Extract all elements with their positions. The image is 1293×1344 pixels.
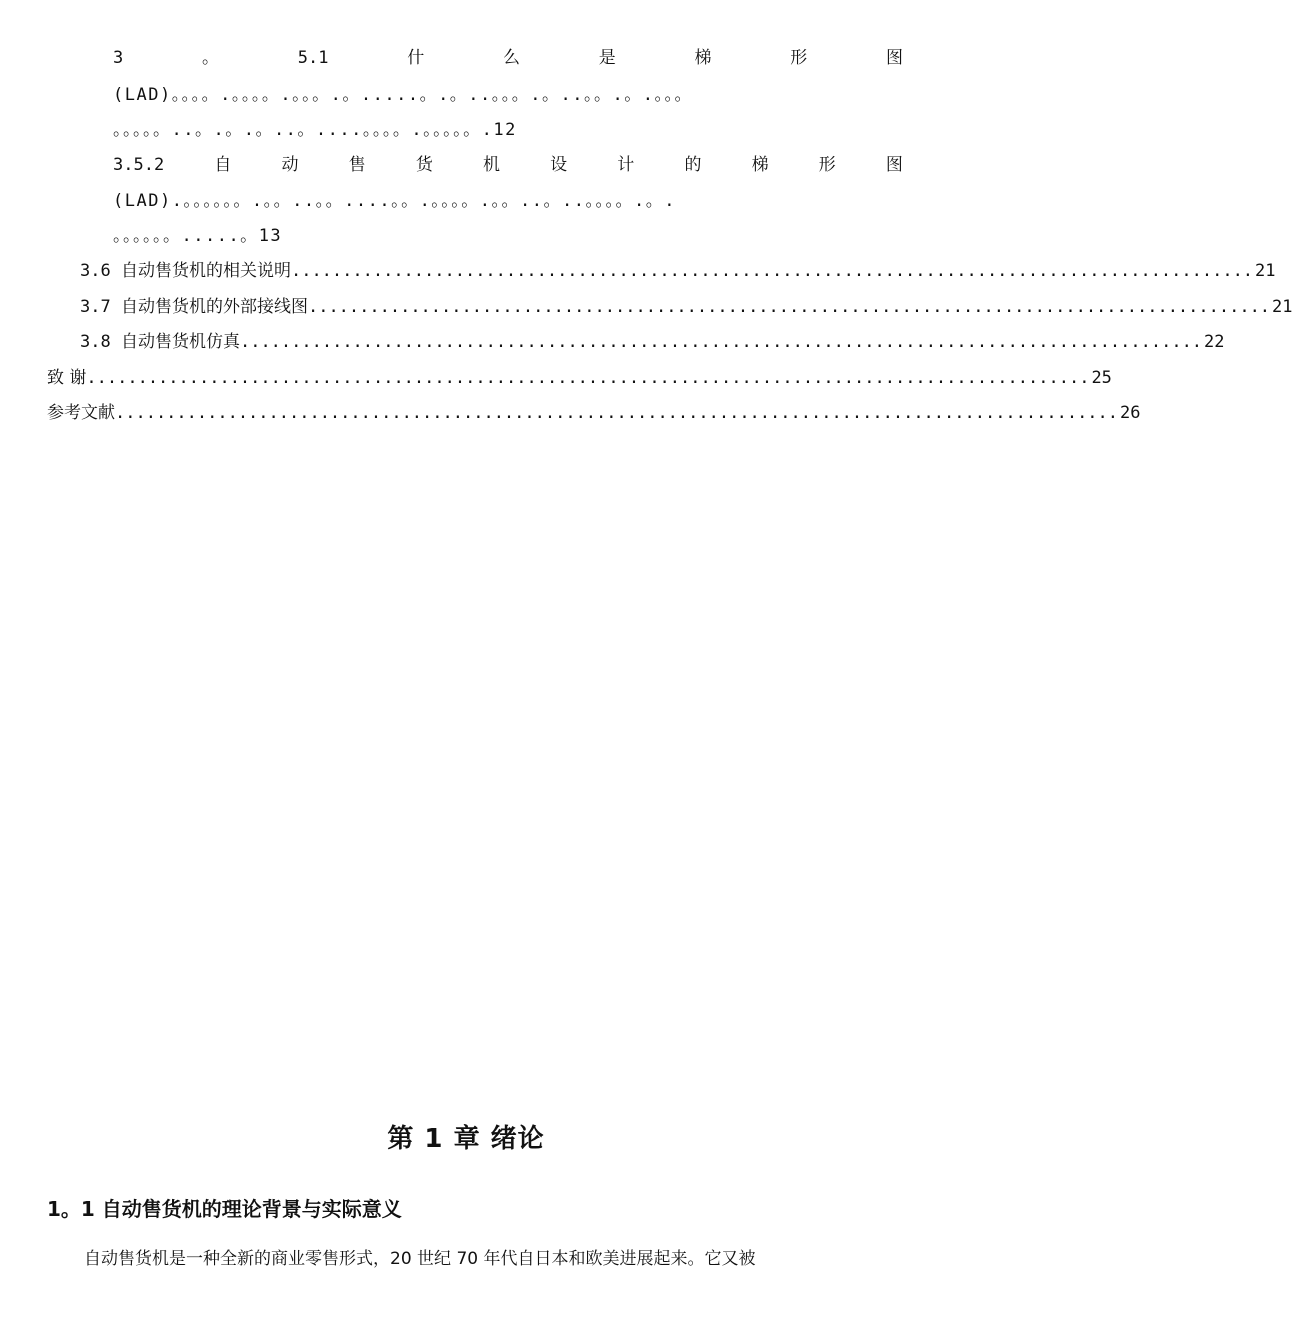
toc-page-number: 26 <box>1120 403 1141 423</box>
toc-leader-dots: .................................................................................................. <box>115 403 1119 423</box>
toc-entry-3-8[interactable] <box>80 332 1225 352</box>
toc-item-352-line1[interactable] <box>113 157 903 174</box>
toc-leader-dots: .................................................................................................. <box>86 368 1090 388</box>
toc-page-number: 12 <box>493 120 517 140</box>
toc-entry-title: 自动售货机仿真 <box>120 332 240 352</box>
toc-token: 5.1 <box>297 48 329 68</box>
toc-token: 货 <box>415 155 433 175</box>
toc-token: 是 <box>598 48 616 68</box>
toc-entry-acknowledgement[interactable] <box>47 368 1112 388</box>
toc-token: 设 <box>550 155 568 175</box>
toc-page-number: 22 <box>1204 332 1225 352</box>
toc-item-351-line3[interactable] <box>113 122 903 139</box>
toc-page-number: 25 <box>1091 368 1112 388</box>
toc-token: 售 <box>348 155 366 175</box>
toc-leader-dots: 。。。。。..。.。.。..。....。。。。.。。。。。. <box>113 120 494 140</box>
toc-token: 3.5.2 <box>113 155 165 175</box>
toc-token: 的 <box>684 155 702 175</box>
toc-entry-number: 3.7 <box>80 297 111 317</box>
toc-entry-3-6[interactable] <box>80 261 1276 281</box>
toc-entry-references[interactable] <box>47 403 1141 423</box>
toc-token: 梯 <box>694 48 712 68</box>
toc-entry-3-7[interactable] <box>80 297 1293 317</box>
toc-entry-number: 3.6 <box>80 261 111 281</box>
toc-entry-title: 自动售货机的外部接线图 <box>120 297 308 317</box>
toc-token: 梯 <box>751 155 769 175</box>
toc-item-351-line2[interactable] <box>113 87 903 104</box>
chapter-title: 第 1 章 绪论 <box>387 1124 545 1154</box>
toc-leader-dots: .............................................................................................. <box>307 297 1271 317</box>
toc-entry-title: 自动售货机的相关说明 <box>120 261 291 281</box>
toc-token: 图 <box>885 155 903 175</box>
toc-token: 3 <box>113 48 124 68</box>
body-paragraph: 自动售货机是一种全新的商业零售形式，20 世纪 70 年代自日本和欧美进展起来。它又被 <box>84 1249 756 1269</box>
toc-token: 动 <box>281 155 299 175</box>
toc-token: 么 <box>502 48 520 68</box>
toc-token: 自 <box>214 155 232 175</box>
toc-token: 。 <box>202 48 219 68</box>
toc-token: 形 <box>790 48 808 68</box>
toc-token: 什 <box>407 48 425 68</box>
toc-token: 机 <box>482 155 500 175</box>
toc-entry-number: 3.8 <box>80 332 111 352</box>
toc-lad-prefix: (LAD) <box>113 191 172 211</box>
toc-entry-title: 致 谢 <box>47 368 87 388</box>
toc-leader-dots: 。。。。。。.....。 <box>113 226 259 246</box>
section-title: 1。1 自动售货机的理论背景与实际意义 <box>47 1197 402 1221</box>
toc-item-352-line2[interactable] <box>113 193 903 210</box>
toc-item-351-line1[interactable] <box>113 50 903 67</box>
toc-leader-dots: .............................................................................................. <box>239 332 1203 352</box>
toc-leader-dots: .。。。。。。.。。..。。....。。.。。。。.。。..。..。。。。.。. <box>171 191 676 211</box>
toc-token: 形 <box>818 155 836 175</box>
toc-token: 图 <box>885 48 903 68</box>
toc-entry-title: 参考文献 <box>47 403 115 423</box>
toc-page-number: 21 <box>1255 261 1276 281</box>
toc-lad-prefix: (LAD) <box>113 85 172 105</box>
toc-item-352-line3[interactable] <box>113 228 903 245</box>
toc-page-number: 13 <box>258 226 283 246</box>
toc-page-number: 21 <box>1272 297 1293 317</box>
toc-token: 计 <box>617 155 635 175</box>
toc-leader-dots: 。。。。.。。。。.。。。.。.....。.。..。。。.。..。。.。.。。。 <box>171 85 693 105</box>
toc-leader-dots: .............................................................................................. <box>290 261 1254 281</box>
